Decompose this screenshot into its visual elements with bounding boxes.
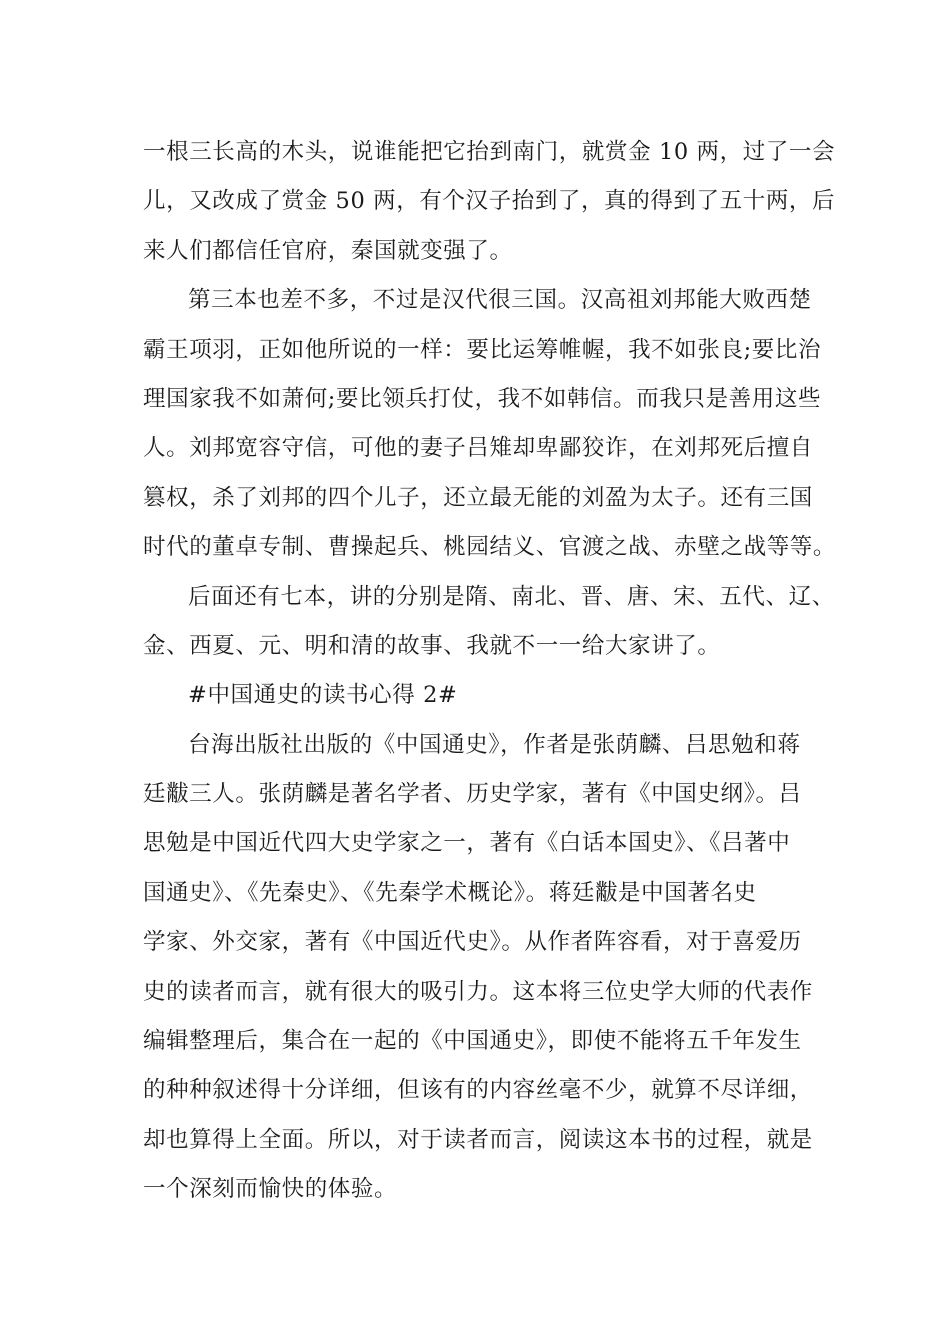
text-line: 编辑整理后，集合在一起的《中国通史》，即使不能将五千年发生 [143,1028,802,1055]
section-heading: #中国通史的读书心得 2# [188,682,458,709]
text-line: 史的读者而言，就有很大的吸引力。这本将三位史学大师的代表作 [143,978,813,1005]
text-line: 篡权，杀了刘邦的四个儿子，还立最无能的刘盈为太子。还有三国 [143,484,813,511]
text-line: 一根三长高的木头，说谁能把它抬到南门，就赏金 10 两，过了一会 [143,139,836,165]
paragraph-start-line: 后面还有七本，讲的分别是隋、南北、晋、唐、宋、五代、辽、 [188,583,835,610]
text-line: 廷黻三人。张荫麟是著名学者、历史学家，著有《中国史纲》。吕 [143,781,802,808]
document-body [143,128,837,1215]
text-line: 来人们都信任官府，秦国就变强了。 [143,237,513,264]
text-line: 儿，又改成了赏金 50 两，有个汉子抬到了，真的得到了五十两，后 [143,188,836,215]
text-line: 的种种叙述得十分详细，但该有的内容丝毫不少，就算不尽详细， [143,1077,813,1104]
paragraph-start-line: 台海出版社出版的《中国通史》，作者是张荫麟、吕思勉和蒋 [188,731,801,758]
text-line: 霸王项羽，正如他所说的一样：要比运筹帷幄，我不如张良;要比治 [143,336,822,363]
paragraph-start-line: 第三本也差不多，不过是汉代很三国。汉高祖刘邦能大败西楚 [188,287,812,314]
text-line: 国通史》、《先秦史》、《先秦学术概论》。蒋廷黻是中国著名史 [143,879,757,906]
text-line: 金、西夏、元、明和清的故事、我就不一一给大家讲了。 [143,632,721,659]
text-line: 学家、外交家，著有《中国近代史》。从作者阵容看，对于喜爱历 [143,929,802,956]
text-line: 时代的董卓专制、曹操起兵、桃园结义、官渡之战、赤壁之战等等。 [143,534,837,561]
text-line: 思勉是中国近代四大史学家之一，著有《白话本国史》、《吕著中 [143,830,791,857]
text-line: 理国家我不如萧何;要比领兵打仗，我不如韩信。而我只是善用这些 [143,385,822,412]
text-line: 一个深刻而愉快的体验。 [143,1176,398,1203]
text-line: 人。刘邦宽容守信，可他的妻子吕雉却卑鄙狡诈，在刘邦死后擅自 [143,435,813,462]
text-line: 却也算得上全面。所以，对于读者而言，阅读这本书的过程，就是 [143,1126,813,1153]
